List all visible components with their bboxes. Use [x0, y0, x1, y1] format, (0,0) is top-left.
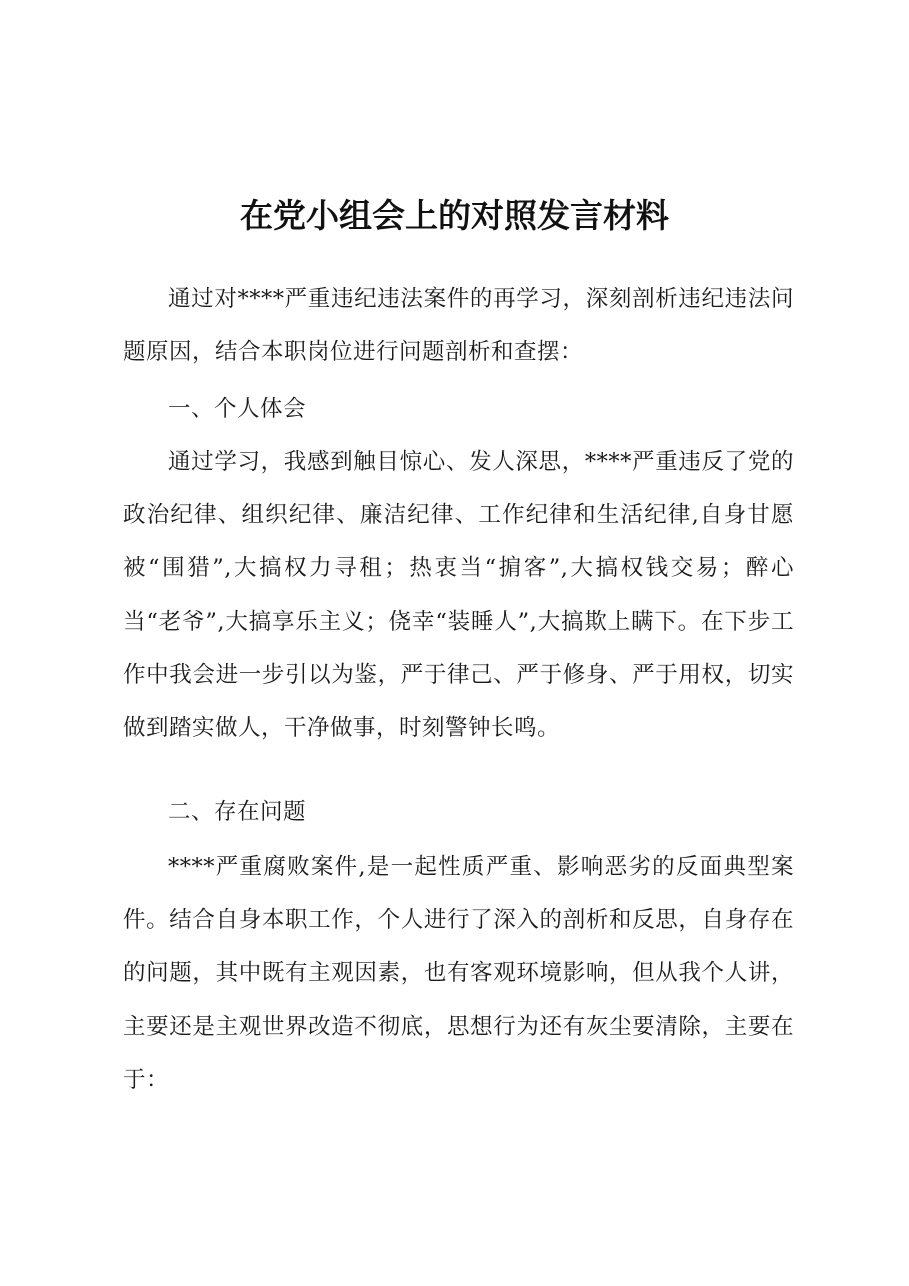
intro-paragraph: 通过对****严重违纪违法案件的再学习，深刻剖析违纪违法问题原因，结合本职岗位进行问题剖析和查摆：	[123, 286, 794, 366]
personal-experience-paragraph: 通过学习，我感到触目惊心、发人深思，****严重违反了党的政治纪律、组织纪律、廉洁纪律、工作纪律和生活纪律,自身甘愿被“围猎”,大搞权力寻租；热衷当“掮客”,大搞权钱交易；醉心当“老爷”,大搞享乐主义；侥幸“装睡人”,大搞欺上瞒下。在下步工作中我会进一步引以为鉴，严于律己、严于修身、严于用权，切实做到踏实做人，干净做事，时刻警钟长鸣。	[123, 449, 794, 742]
section-heading-existing-problems: 二、存在问题	[168, 799, 307, 825]
section-heading-personal-experience: 一、个人体会	[168, 396, 307, 422]
document-title: 在党小组会上的对照发言材料	[240, 196, 669, 235]
existing-problems-paragraph: ****严重腐败案件,是一起性质严重、影响恶劣的反面典型案件。结合自身本职工作，个人进行了深入的剖析和反思，自身存在的问题，其中既有主观因素，也有客观环境影响，但从我个人讲，主要还是主观世界改造不彻底，思想行为还有灰尘要清除，主要在于：	[123, 854, 794, 1093]
